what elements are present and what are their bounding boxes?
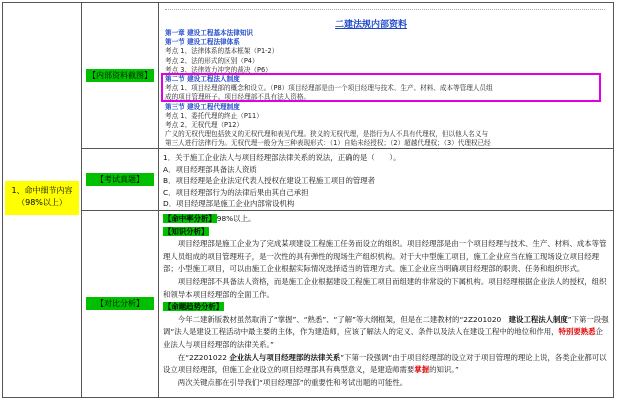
doc-line: 广义的无权代理包括狭义的无权代理和表见代理。狭义的无权代理，是指行为人不具有代理权，但以他人名义与 [165, 130, 489, 139]
trend-p2-c: ”下第一段强调“由于项目经理部的设立对于项目管理的理论上说，各类企业都可以设立项目经理部，但施工企业设立的项目经理部具有典型意义，是建造师需要 [163, 352, 607, 375]
trend-p2-e: 的知识。” [429, 365, 459, 375]
exam-option-c: C．项目经理部行为的法律后果由其自己承担 [163, 187, 309, 197]
comparison-table [2, 2, 614, 398]
trend-p1-e: 企业法人与项目经理部的法律关系。” [163, 327, 603, 349]
tag-cell-exam [82, 149, 158, 211]
internal-material-screenshot [159, 3, 613, 149]
doc-line: 第一节 建设工程法律体系 [165, 38, 240, 47]
doc-line: 第三人进行法律行为。无权代理一般分为三种表现形式：（1）自始未经授权；（2）超越代理权；（3）代理权已经 [165, 139, 491, 148]
doc-line: 成的项目管理班子。项目经理部不具有法人资格。 [165, 93, 311, 102]
hit-rate-tag: 【命中率分析】 [164, 214, 216, 223]
hit-rate-value: 98%以上。 [216, 214, 256, 223]
trend-p2-b: 企业法人与项目经理部的法律关系 [229, 352, 341, 362]
analysis-cell [159, 211, 613, 397]
trend-p1-a: 今年二建新版教材虽然取消了“掌握”、“熟悉”、“了解”等大纲框架，但是在二建教材的“2Z201020 [177, 314, 509, 324]
doc-line: 考点 3、法律效力冲突的裁决（P6） [165, 65, 272, 74]
doc-line: 考点 1、委托代理的终止（P11） [165, 111, 263, 120]
trend-tag: 【命题趋势分析】 [164, 302, 224, 312]
doc-line: 第二节 建设工程法人制度 [165, 75, 240, 84]
category-label-line1: 1、命中细节内容 [11, 186, 73, 195]
knowledge-tag: 【知识分析】 [164, 226, 209, 236]
section-tag-column [82, 3, 159, 397]
trend-p1-emphasis: 特别要熟悉 [558, 327, 596, 337]
exam-question-cell [159, 149, 613, 211]
tag-comparison-analysis: 【对比分析】 [86, 297, 154, 310]
trend-paragraph-3: 两次关键点都在引导我们“项目经理部”的重要性和考试出题的可能性。 [177, 377, 408, 387]
trend-p2-emphasis: 掌握 [414, 365, 430, 375]
trend-paragraph-1 [163, 314, 609, 352]
tag-cell-internal [82, 3, 158, 149]
doc-line: 考点 1、法律体系的基本框架（P1-2） [165, 47, 279, 56]
trend-paragraph-2 [163, 352, 609, 377]
tag-cell-analysis [82, 211, 158, 397]
tag-internal-material: 【内部资料截图】 [88, 71, 152, 80]
doc-line: 考点 1、项目经理部的概念和设立。（P8）项目经理部是由一个项目经理与技术、生产、材料、成本等管理人员组 [165, 84, 493, 93]
tag-exam-question: 【考试真题】 [86, 173, 154, 186]
category-column [3, 3, 82, 397]
doc-line: 第三节 建设工程代理制度 [165, 102, 240, 111]
doc-line: 考点 2、法的形式的区别（P4） [165, 56, 259, 65]
content-column [159, 3, 613, 397]
trend-p1-b: 建设工程法人制度 [508, 314, 568, 324]
trend-p1-c: ”下第一段强调“法人是建设工程活动中最主要的主体，作为建造师，应该了解法人的定义、条件以及法人在建设工程中的地位和作用， [163, 314, 609, 337]
category-label-line2: （98%以上） [17, 198, 67, 207]
doc-title: 二建法规内部资料 [335, 20, 408, 30]
page-margin-line [165, 9, 605, 10]
highlight-box [161, 73, 601, 102]
exam-option-d: D．项目经理部是施工企业内部常设机构 [163, 199, 295, 208]
knowledge-paragraph-1: 项目经理部是施工企业为了完成某项建设工程施工任务而设立的组织。项目经理部是由一个项目经理与技术、生产、材料、成本等管理人员组成的项目管理班子，是一次性的具有弹性的现场生产组织机构。对于大中型施工项目，施工企业应当在施工现场设立项目经理部；小型施工项目，可以由施工企业根据实际情况选择适当的管理方式。施工企业应当明确项目经理部的职责、任务和组织形式。 [163, 239, 607, 274]
trend-p2-a: 在“2Z201022 [177, 352, 230, 362]
doc-line: 第一章 建设工程基本法律知识 [165, 29, 254, 37]
exam-option-a: A．项目经理部具备法人资质 [163, 164, 257, 174]
exam-question: 1．关于施工企业法人与项目经理部法律关系的说法，正确的是（ ）。 [163, 153, 401, 162]
knowledge-paragraph-2: 项目经理部不具备法人资格，而是施工企业根据建设工程施工项目而组建的非常设的下属机构。项目经理根据企业法人的授权，组织和领导本项目经理部的全面工作。 [163, 276, 607, 299]
doc-line: 考点 2、无权代理（P12） [165, 121, 244, 130]
category-label [5, 181, 79, 215]
exam-option-b: B．项目经理是企业法定代表人授权在建设工程施工项目的管理者 [163, 176, 376, 185]
